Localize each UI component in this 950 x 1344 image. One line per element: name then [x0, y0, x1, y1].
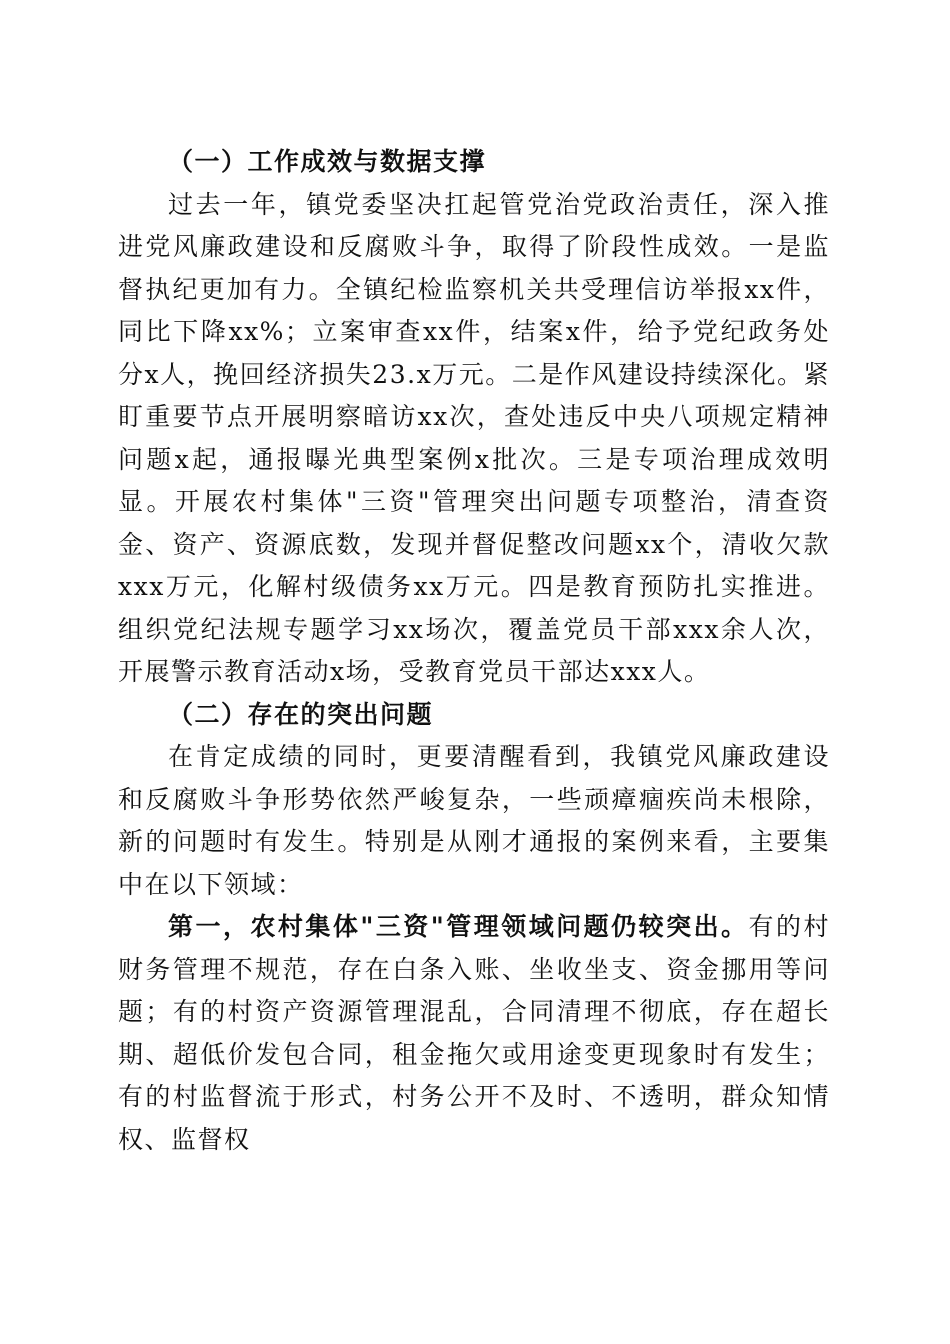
section-heading-problems: （二）存在的突出问题: [168, 699, 434, 729]
paragraph-achievements: 过去一年，镇党委坚决扛起管党治党政治责任，深入推进党风廉政建设和反腐败斗争，取得了阶段性成效。一是监督执纪更加有力。全镇纪检监察机关共受理信访举报xx件，同比下降xx%；立案审查xx件，结案x件，给予党纪政务处分x人，挽回经济损失23.x万元。二是作风建设持续深化。紧盯重要节点开展明察暗访xx次，查处违反中央八项规定精神问题x起，通报曝光典型案例x批次。三是专项治理成效明显。开展农村集体"三资"管理突出问题专项整治，清查资金、资产、资源底数，发现并督促整改问题xx个，清收欠款xxx万元，化解村级债务xx万元。四是教育预防扎实推进。组织党纪法规专题学习xx场次，覆盖党员干部xxx余人次，开展警示教育活动x场，受教育党员干部达xxx人。: [118, 189, 830, 686]
section-heading-achievements: （一）工作成效与数据支撑: [168, 147, 487, 176]
document-body: [118, 141, 830, 1161]
paragraph-problem-point-1: [118, 906, 830, 1161]
paragraph-problems-intro: 在肯定成绩的同时，更要清醒看到，我镇党风廉政建设和反腐败斗争形势依然严峻复杂，一些顽瘴痼疾尚未根除，新的问题时有发生。特别是从刚才通报的案例来看，主要集中在以下领域：: [118, 742, 830, 899]
point-1-body: 有的村财务管理不规范，存在白条入账、坐收坐支、资金挪用等问题；有的村资产资源管理混乱，合同清理不彻底，存在超长期、超低价发包合同，租金拖欠或用途变更现象时有发生；有的村监督流于形式，村务公开不及时、不透明，群众知情权、监督权: [118, 912, 830, 1154]
point-1-lead: 第一，农村集体"三资"管理领域问题仍较突出。: [168, 912, 749, 941]
